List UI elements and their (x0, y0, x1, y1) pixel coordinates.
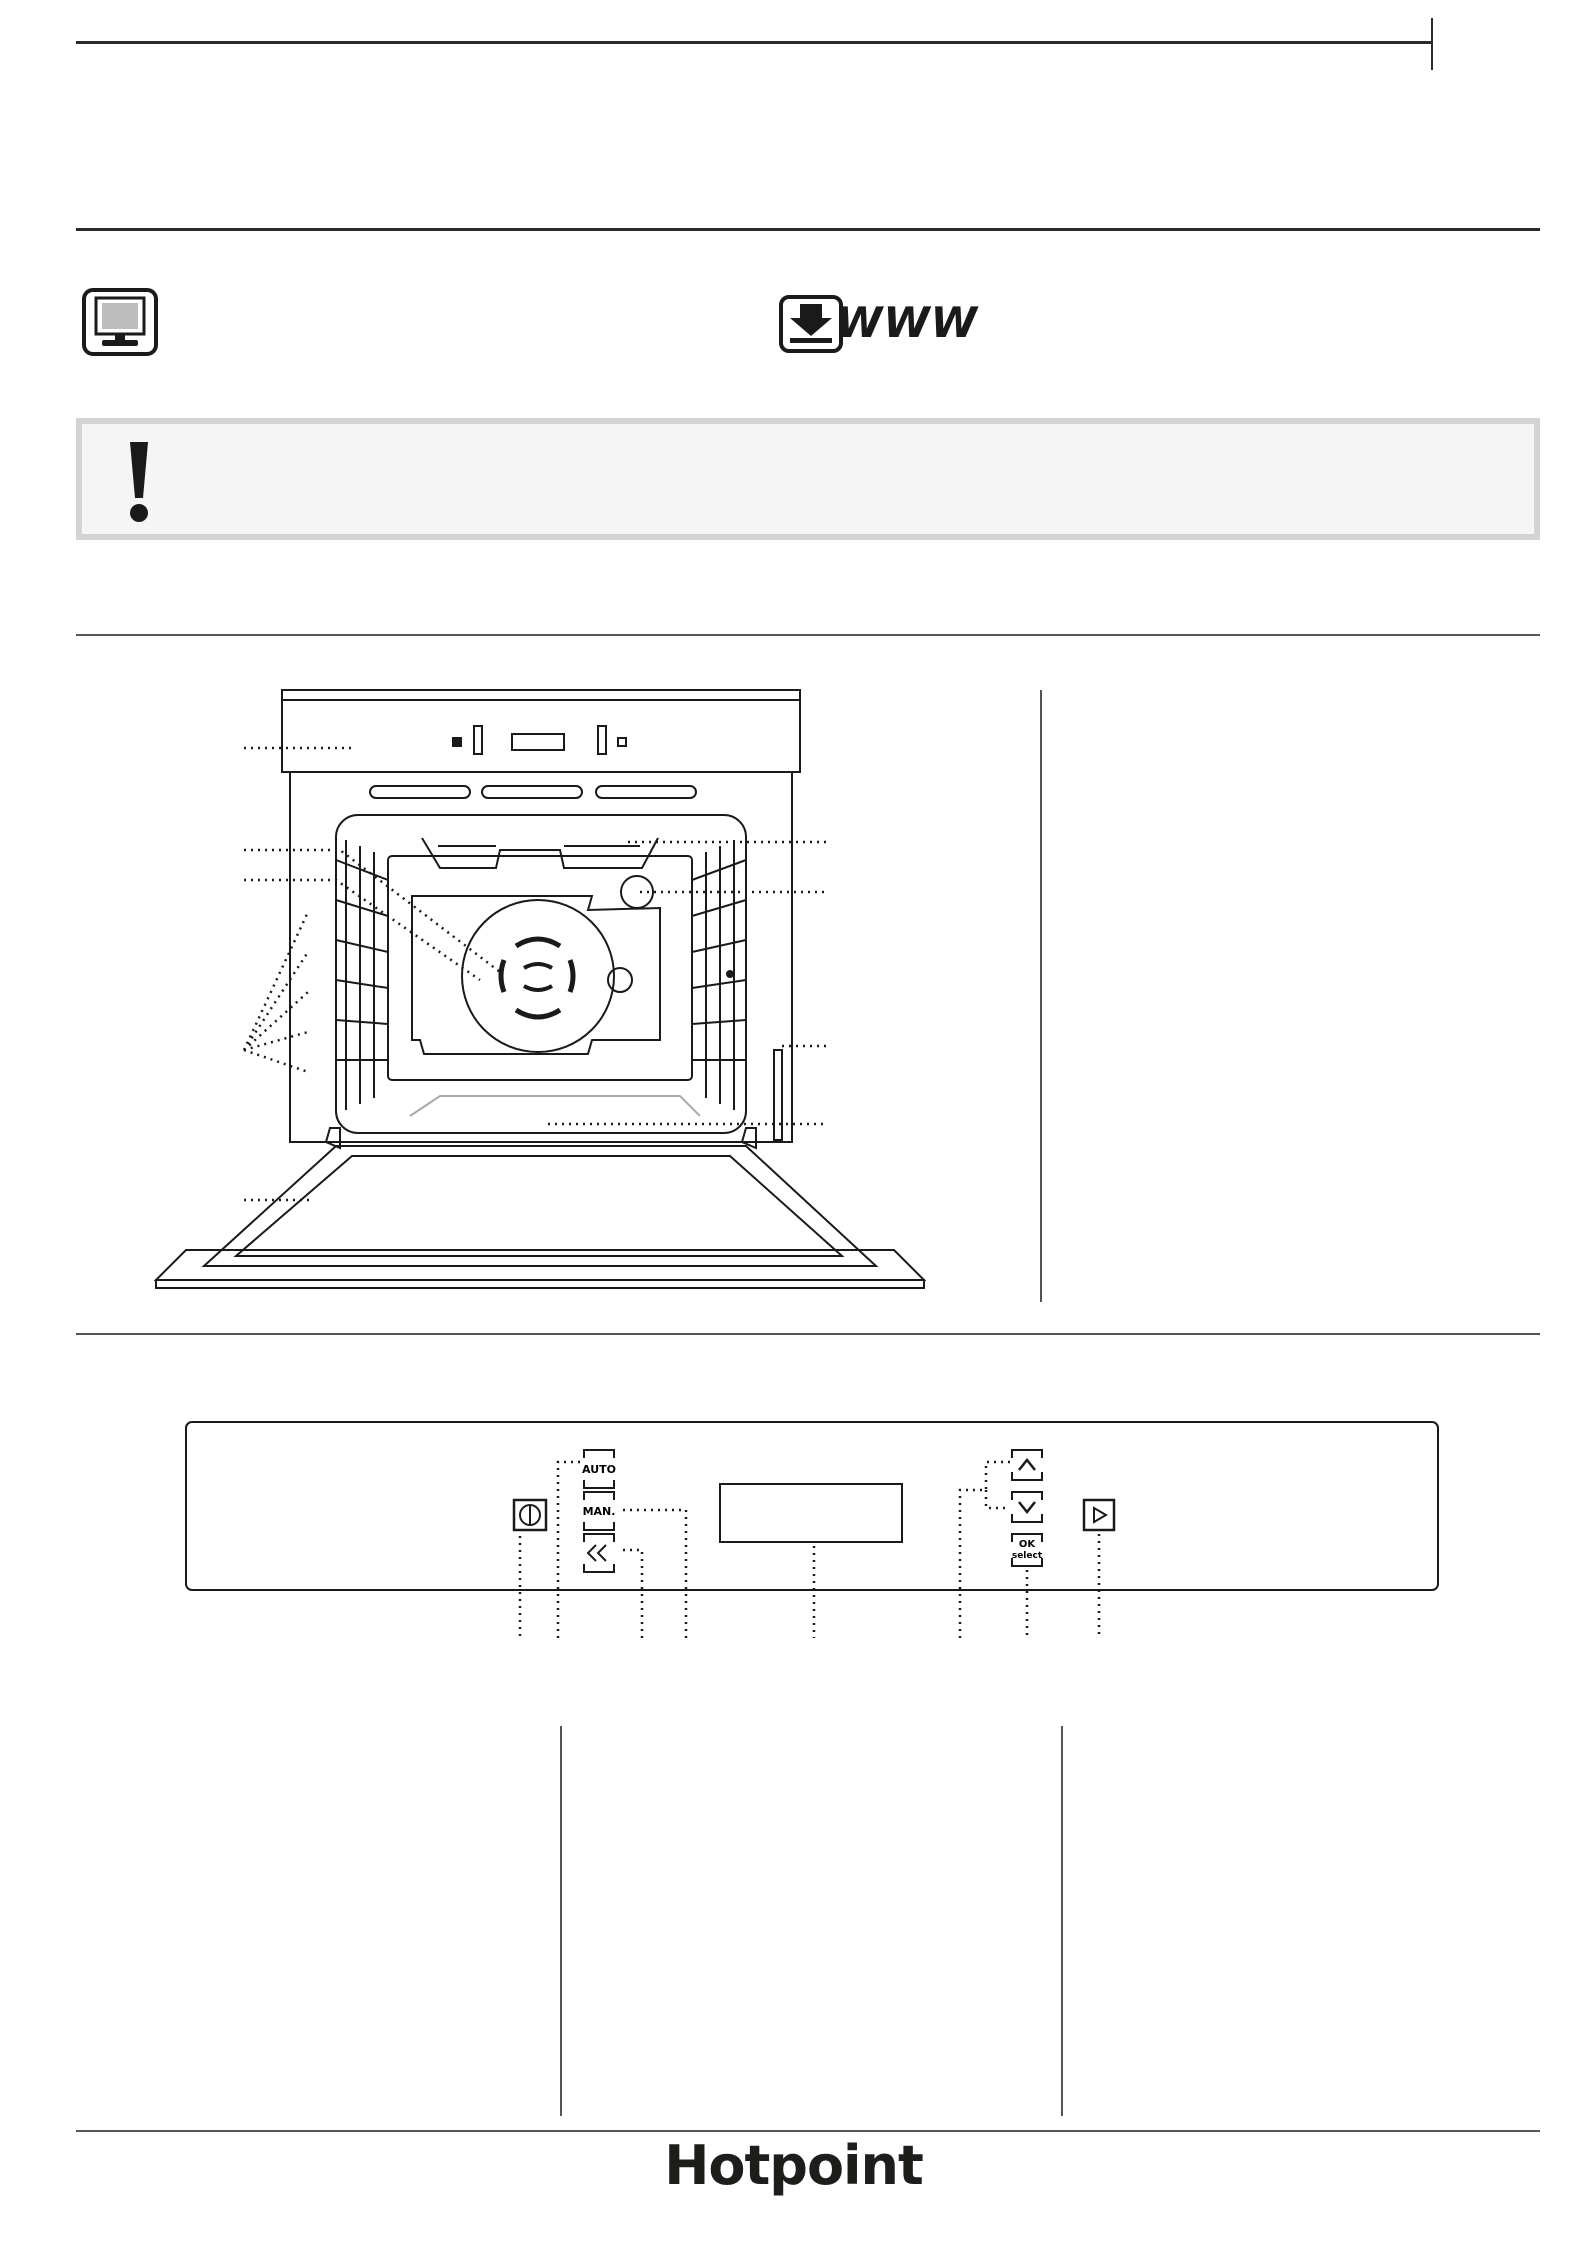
control-panel-diagram (184, 1420, 1444, 1640)
section-rule-2 (76, 1333, 1540, 1335)
ok-button-label: OK (1018, 1539, 1036, 1550)
man-button-label: MAN. (582, 1505, 616, 1518)
column-divider-1 (560, 1726, 562, 2116)
download-icon (778, 294, 844, 354)
oven-diagram (140, 680, 960, 1320)
www-label: WWW (836, 298, 978, 347)
header-rule (76, 228, 1540, 231)
column-divider (1040, 690, 1042, 1302)
warning-box (76, 418, 1540, 540)
auto-button-label: AUTO (582, 1463, 616, 1476)
computer-monitor-icon (82, 288, 158, 356)
exclamation-icon (124, 442, 154, 524)
column-divider-2 (1061, 1726, 1063, 2116)
select-button-label: select (1011, 1551, 1043, 1561)
top-rule (76, 41, 1432, 44)
power-icon (514, 1500, 546, 1530)
top-rule-tick (1431, 18, 1433, 70)
brand-logo: Hotpoint (664, 2134, 923, 2197)
section-rule-1 (76, 634, 1540, 636)
footer-rule (76, 2130, 1540, 2132)
back-double-arrow-icon (588, 1545, 606, 1561)
up-arrow-icon (1019, 1460, 1035, 1470)
down-arrow-icon (1019, 1502, 1035, 1512)
display-screen (720, 1484, 902, 1542)
play-start-icon (1084, 1500, 1114, 1530)
